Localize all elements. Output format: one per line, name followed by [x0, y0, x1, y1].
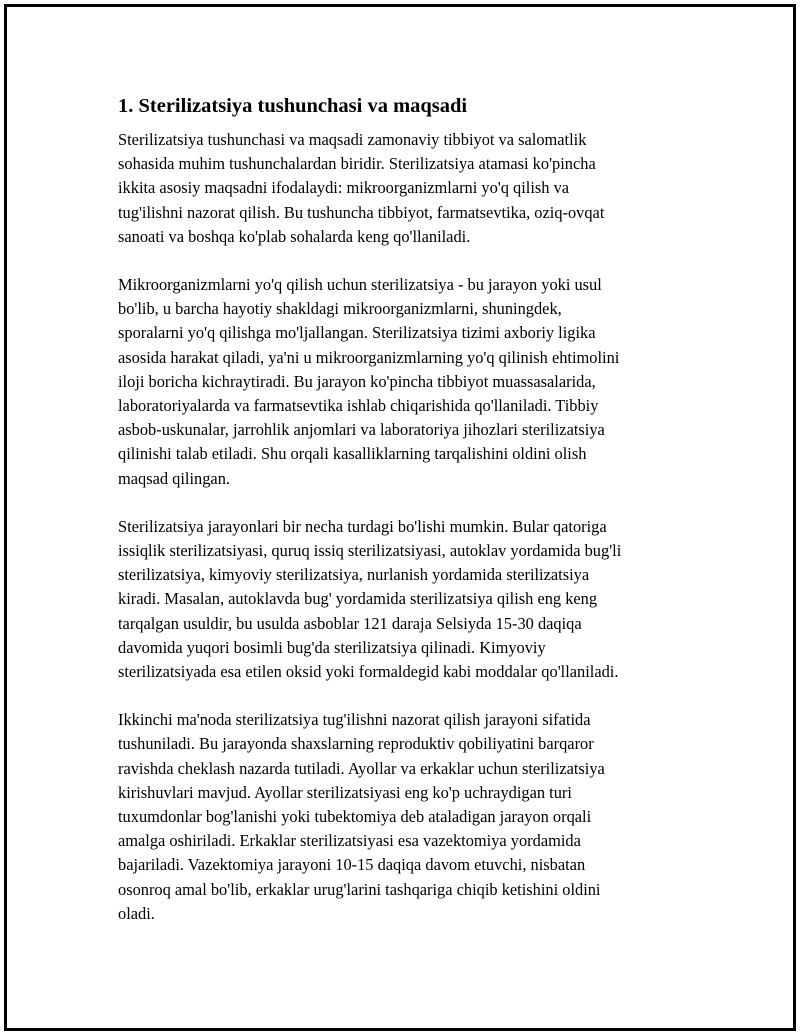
- paragraph-4: Ikkinchi ma'noda sterilizatsiya tug'ilishni nazorat qilish jarayoni sifatida tushuniladi. Bu jarayonda shaxslarning reproduktiv qobiliyatini barqaror ravishda cheklash nazarda tutiladi. Ayollar va erkaklar uchun sterilizatsiya kirishuvlari mavjud. Ayollar sterilizatsiyasi eng ko'p uchraydigan turi tuxumdonlar bog'lanishi yoki tubektomiya deb ataladigan jarayon orqali amalga oshiriladi. Erkaklar sterilizatsiyasi esa vazektomiya yordamida bajariladi. Vazektomiya jarayoni 10-15 daqiqa davom etuvchi, nisbatan osonroq amal bo'lib, erkaklar urug'larini tashqariga chiqib ketishini oldini oladi.: [118, 710, 605, 923]
- document-body: [118, 94, 692, 950]
- paragraph-1: Sterilizatsiya tushunchasi va maqsadi zamonaviy tibbiyot va salomatlik sohasida muhim tushunchalardan biridir. Sterilizatsiya atamasi ko'pincha ikkita asosiy maqsadni ifodalaydi: mikroorganizmlarni yo'q qilish va tug'ilishni nazorat qilish. Bu tushuncha tibbiyot, farmatsevtika, oziq-ovqat sanoati va boshqa ko'plab sohalarda keng qo'llaniladi.: [118, 130, 605, 246]
- paragraph-2: Mikroorganizmlarni yo'q qilish uchun sterilizatsiya - bu jarayon yoki usul bo'lib, u barcha hayotiy shakldagi mikroorganizmlarni, shuningdek, sporalarni yo'q qilishga mo'ljallangan. Sterilizatsiya tizimi axboriy ligika asosida harakat qiladi, ya'ni u mikroorganizmlarning yo'q qilinish ehtimolini iloji boricha kichraytiradi. Bu jarayon ko'pincha tibbiyot muassasalarida, laboratoriyalarda va farmatsevtika ishlab chiqarishida qo'llaniladi. Tibbiy asbob-uskunalar, jarrohlik anjomlari va laboratoriya jihozlari sterilizatsiya qilinishi talab etiladi. Shu orqali kasalliklarning tarqalishini oldini olish maqsad qilingan.: [118, 275, 620, 488]
- section-heading: 1. Sterilizatsiya tushunchasi va maqsadi: [118, 95, 468, 117]
- paragraph-3: Sterilizatsiya jarayonlari bir necha turdagi bo'lishi mumkin. Bular qatoriga issiqlik sterilizatsiyasi, quruq issiq sterilizatsiyasi, autoklav yordamida bug'li sterilizatsiya, kimyoviy sterilizatsiya, nurlanish yordamida sterilizatsiya kiradi. Masalan, autoklavda bug' yordamida sterilizatsiya qilish eng keng tarqalgan usuldir, bu usulda asboblar 121 daraja Selsiyda 15-30 daqiqa davomida yuqori bosimli bug'da sterilizatsiya qilinadi. Kimyoviy sterilizatsiyada esa etilen oksid yoki formaldegid kabi moddalar qo'llaniladi.: [118, 516, 622, 682]
